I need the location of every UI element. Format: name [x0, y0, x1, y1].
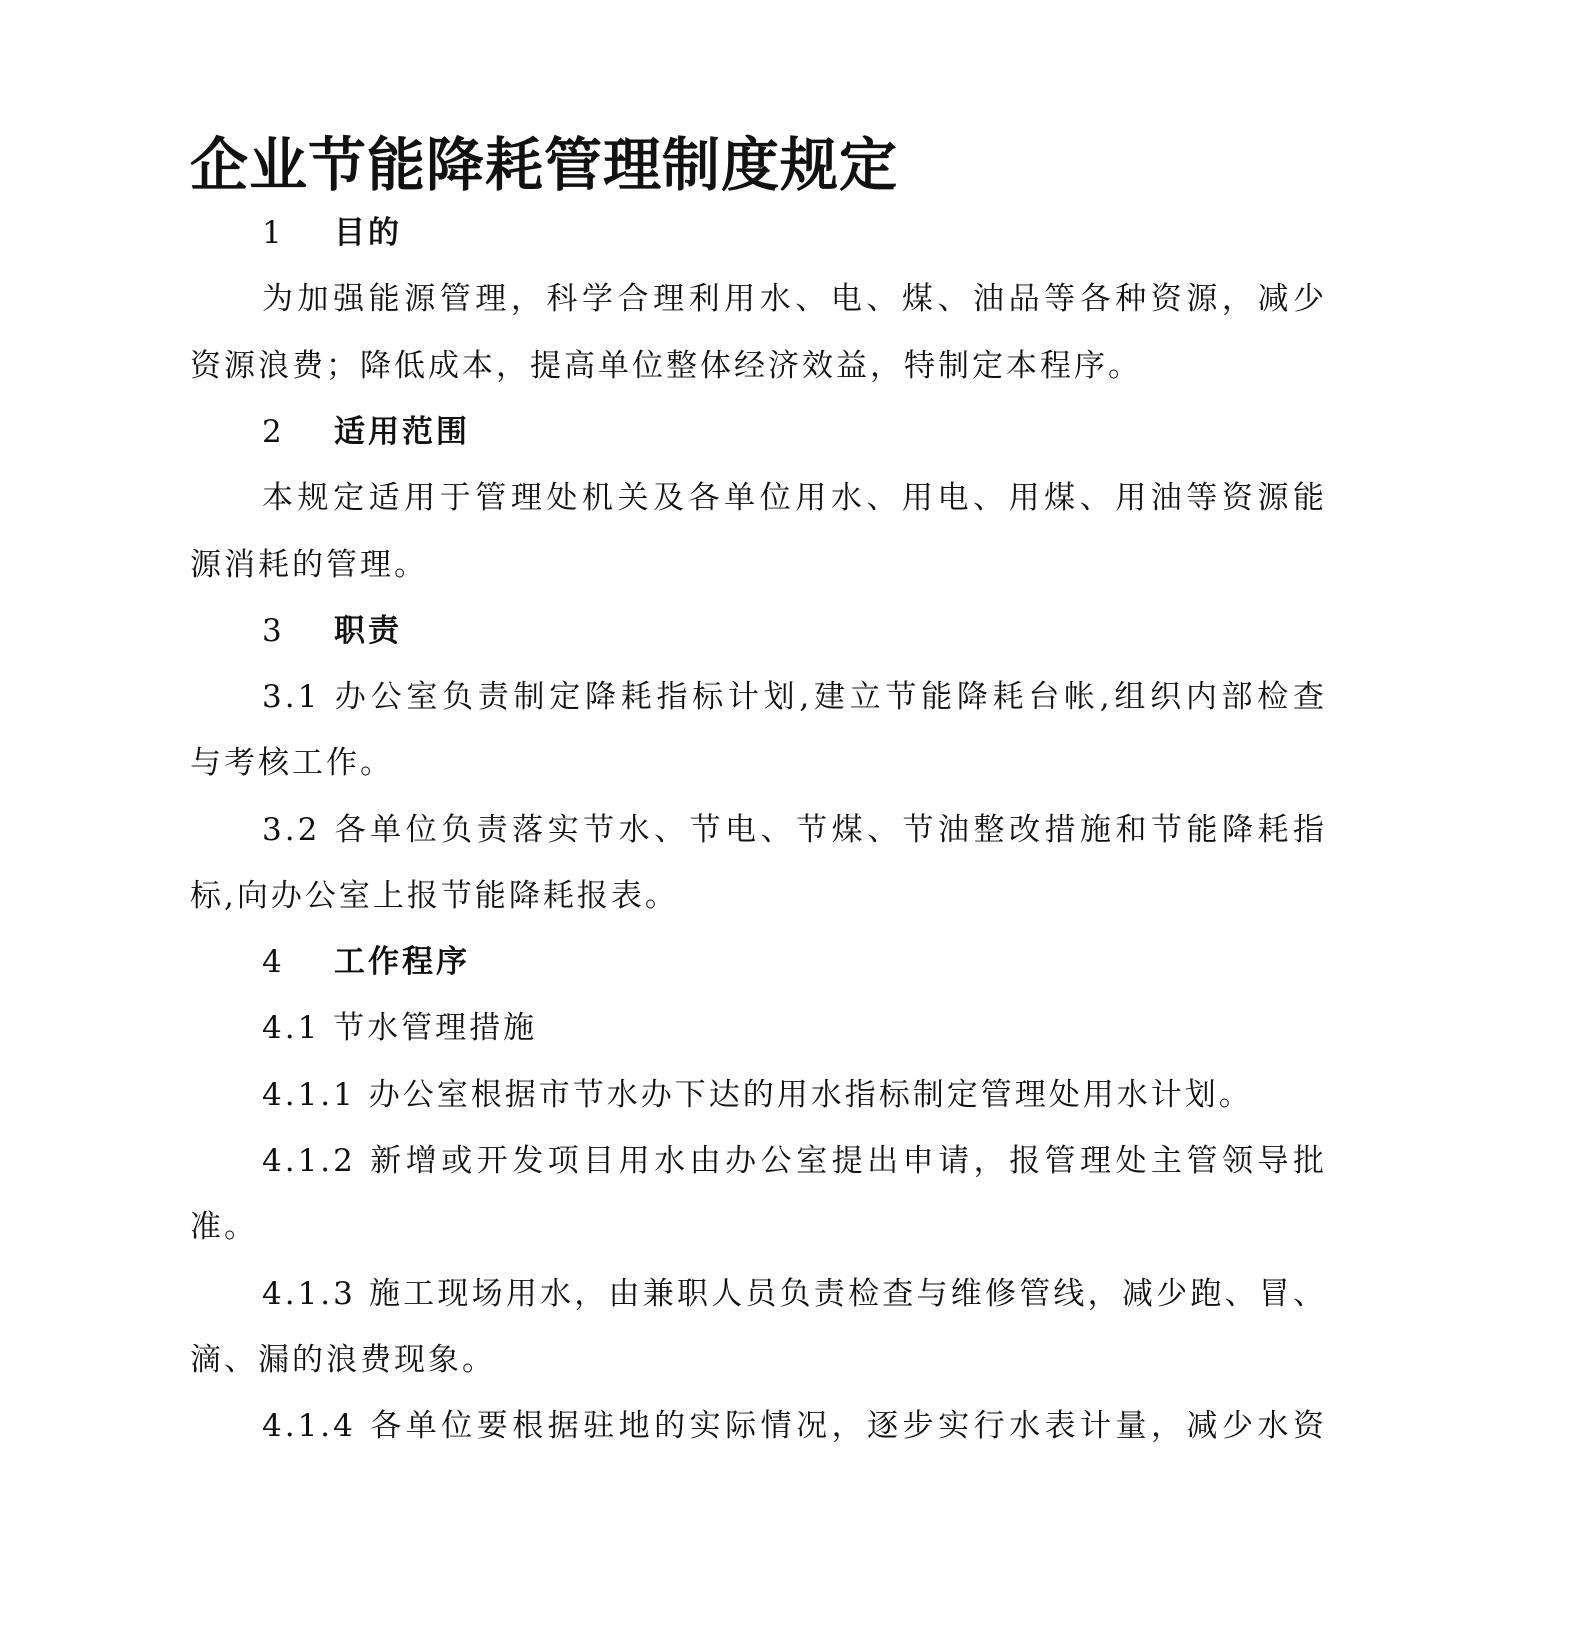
paragraph-line: 标,向办公室上报节能降耗报表。 — [190, 878, 679, 914]
paragraph-line: 本规定适用于管理处机关及各单位用水、用电、用煤、用油等资源能 — [262, 480, 1327, 516]
paragraph-line: 为加强能源管理，科学合理利用水、电、煤、油品等各种资源，减少 — [262, 281, 1327, 317]
paragraph-line: 4.1.1 办公室根据市节水办下达的用水指标制定管理处用水计划。 — [262, 1077, 1253, 1113]
paragraph-line: 滴、漏的浪费现象。 — [190, 1342, 496, 1378]
section-title: 工作程序 — [334, 944, 470, 980]
paragraph-line: 准。 — [190, 1209, 258, 1245]
paragraph-line: 源消耗的管理。 — [190, 547, 428, 583]
section-number: 1 — [262, 215, 282, 251]
section-number: 3 — [262, 613, 282, 649]
section-title: 适用范围 — [334, 414, 470, 450]
section-number: 2 — [262, 414, 282, 450]
section-title: 目的 — [334, 215, 402, 251]
paragraph-line: 资源浪费；降低成本，提高单位整体经济效益，特制定本程序。 — [190, 348, 1142, 384]
document-title: 企业节能降耗管理制度规定 — [190, 131, 899, 199]
section-number: 4 — [262, 944, 282, 980]
paragraph-line: 3.1 办公室负责制定降耗指标计划,建立节能降耗台帐,组织内部检查 — [262, 679, 1327, 715]
paragraph-line: 4.1.2 新增或开发项目用水由办公室提出申请，报管理处主管领导批 — [262, 1143, 1327, 1179]
paragraph-line: 4.1.3 施工现场用水，由兼职人员负责检查与维修管线，减少跑、冒、 — [262, 1276, 1327, 1312]
section-title: 职责 — [334, 613, 402, 649]
paragraph-line: 4.1.4 各单位要根据驻地的实际情况，逐步实行水表计量，减少水资 — [262, 1408, 1327, 1444]
subsection-heading: 4.1 节水管理措施 — [262, 1010, 538, 1046]
paragraph-line: 3.2 各单位负责落实节水、节电、节煤、节油整改措施和节能降耗指 — [262, 812, 1327, 848]
paragraph-line: 与考核工作。 — [190, 745, 394, 781]
